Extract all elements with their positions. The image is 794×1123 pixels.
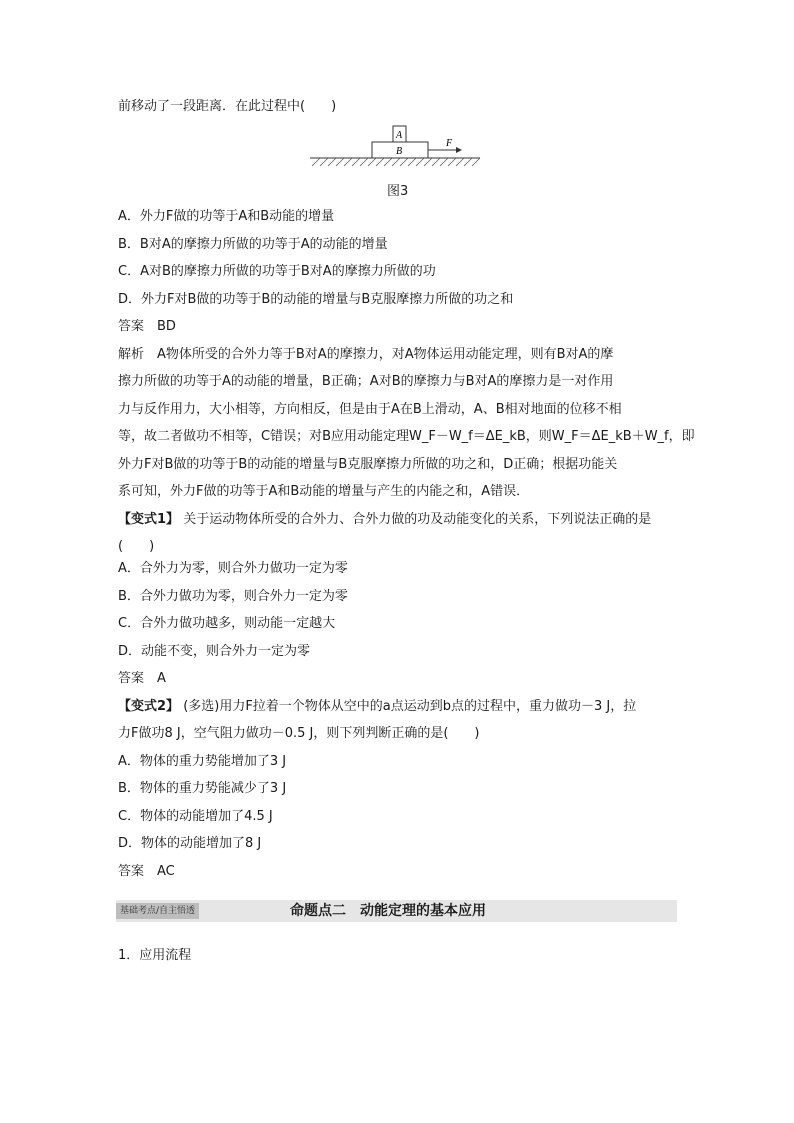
- variant1-paren: ( ): [118, 539, 155, 554]
- ground-hatching: [312, 158, 480, 166]
- analysis-line: 擦力所做的功等于A的动能的增量，B正确；A对B的摩擦力与B对A的摩擦力是一对作用: [118, 374, 614, 389]
- variant1-title: 【变式1】: [118, 512, 180, 527]
- variant2-option-a: A．物体的重力势能增加了3 J: [118, 754, 287, 769]
- variant2-title: 【变式2】: [118, 699, 180, 714]
- analysis-line: 解析 A物体所受的合外力等于B对A的摩擦力，对A物体运用动能定理，则有B对A的摩: [118, 347, 614, 362]
- variant2-stem: [118, 697, 636, 717]
- variant1-question: 关于运动物体所受的合外力、合外力做的功及动能变化的关系，下列说法正确的是: [183, 512, 652, 527]
- section-header: [116, 900, 677, 922]
- variant1-option-a: A．合外力为零，则合外力做功一定为零: [118, 561, 348, 576]
- q1-option-a: A．外力F做的功等于A和B动能的增量: [118, 209, 335, 224]
- flow-title: 1．应用流程: [118, 948, 192, 963]
- q1-option-c: C．A对B的摩擦力所做的功等于B对A的摩擦力所做的功: [118, 264, 436, 279]
- label-a: A: [396, 130, 403, 141]
- variant2-stem-cont: 力F做功8 J，空气阻力做功－0.5 J，则下列判断正确的是( ): [118, 726, 480, 741]
- force-arrowhead: [456, 147, 462, 153]
- variant1-answer: 答案 A: [118, 671, 166, 686]
- section-title: 命题点二 动能定理的基本应用: [290, 903, 486, 919]
- question-intro: 前移动了一段距离．在此过程中( ): [118, 99, 337, 114]
- figure-caption: 图3: [387, 184, 409, 199]
- section-tag: 基础考点/自主悟透: [116, 903, 199, 919]
- label-b: B: [396, 146, 403, 157]
- variant2-question: (多选)用力F拉着一个物体从空中的a点运动到b点的过程中，重力做功－3 J，拉: [183, 699, 637, 714]
- variant1-option-b: B．合外力做功为零，则合外力一定为零: [118, 589, 348, 604]
- analysis-line: 等，故二者做功不相等，C错误；对B应用动能定理W_F－W_f＝ΔE_kB，则W_F＝ΔE_kB＋W_f，即: [118, 429, 695, 444]
- variant1-option-c: C．合外力做功越多，则动能一定越大: [118, 616, 336, 631]
- analysis-line: 力与反作用力，大小相等，方向相反，但是由于A在B上滑动，A、B相对地面的位移不相: [118, 402, 622, 417]
- label-f: F: [446, 138, 453, 149]
- analysis-line: 系可知，外力F做的功等于A和B动能的增量与产生的内能之和，A错误．: [118, 484, 530, 499]
- variant1-stem: [118, 510, 651, 530]
- variant2-answer: 答案 AC: [118, 864, 175, 879]
- block-diagram-figure: [308, 124, 483, 170]
- q1-option-d: D．外力F对B做的功等于B的动能的增量与B克服摩擦力所做的功之和: [118, 292, 514, 307]
- variant2-option-b: B．物体的重力势能减少了3 J: [118, 781, 287, 796]
- q1-option-b: B．B对A的摩擦力所做的功等于A的动能的增量: [118, 237, 388, 252]
- analysis-line: 外力F对B做的功等于B的动能的增量与B克服摩擦力所做的功之和，D正确；根据功能关: [118, 457, 618, 472]
- variant2-option-c: C．物体的动能增加了4.5 J: [118, 809, 273, 824]
- q1-answer: 答案 BD: [118, 319, 176, 334]
- variant2-option-d: D．物体的动能增加了8 J: [118, 836, 262, 851]
- variant1-option-d: D．动能不变，则合外力一定为零: [118, 644, 311, 659]
